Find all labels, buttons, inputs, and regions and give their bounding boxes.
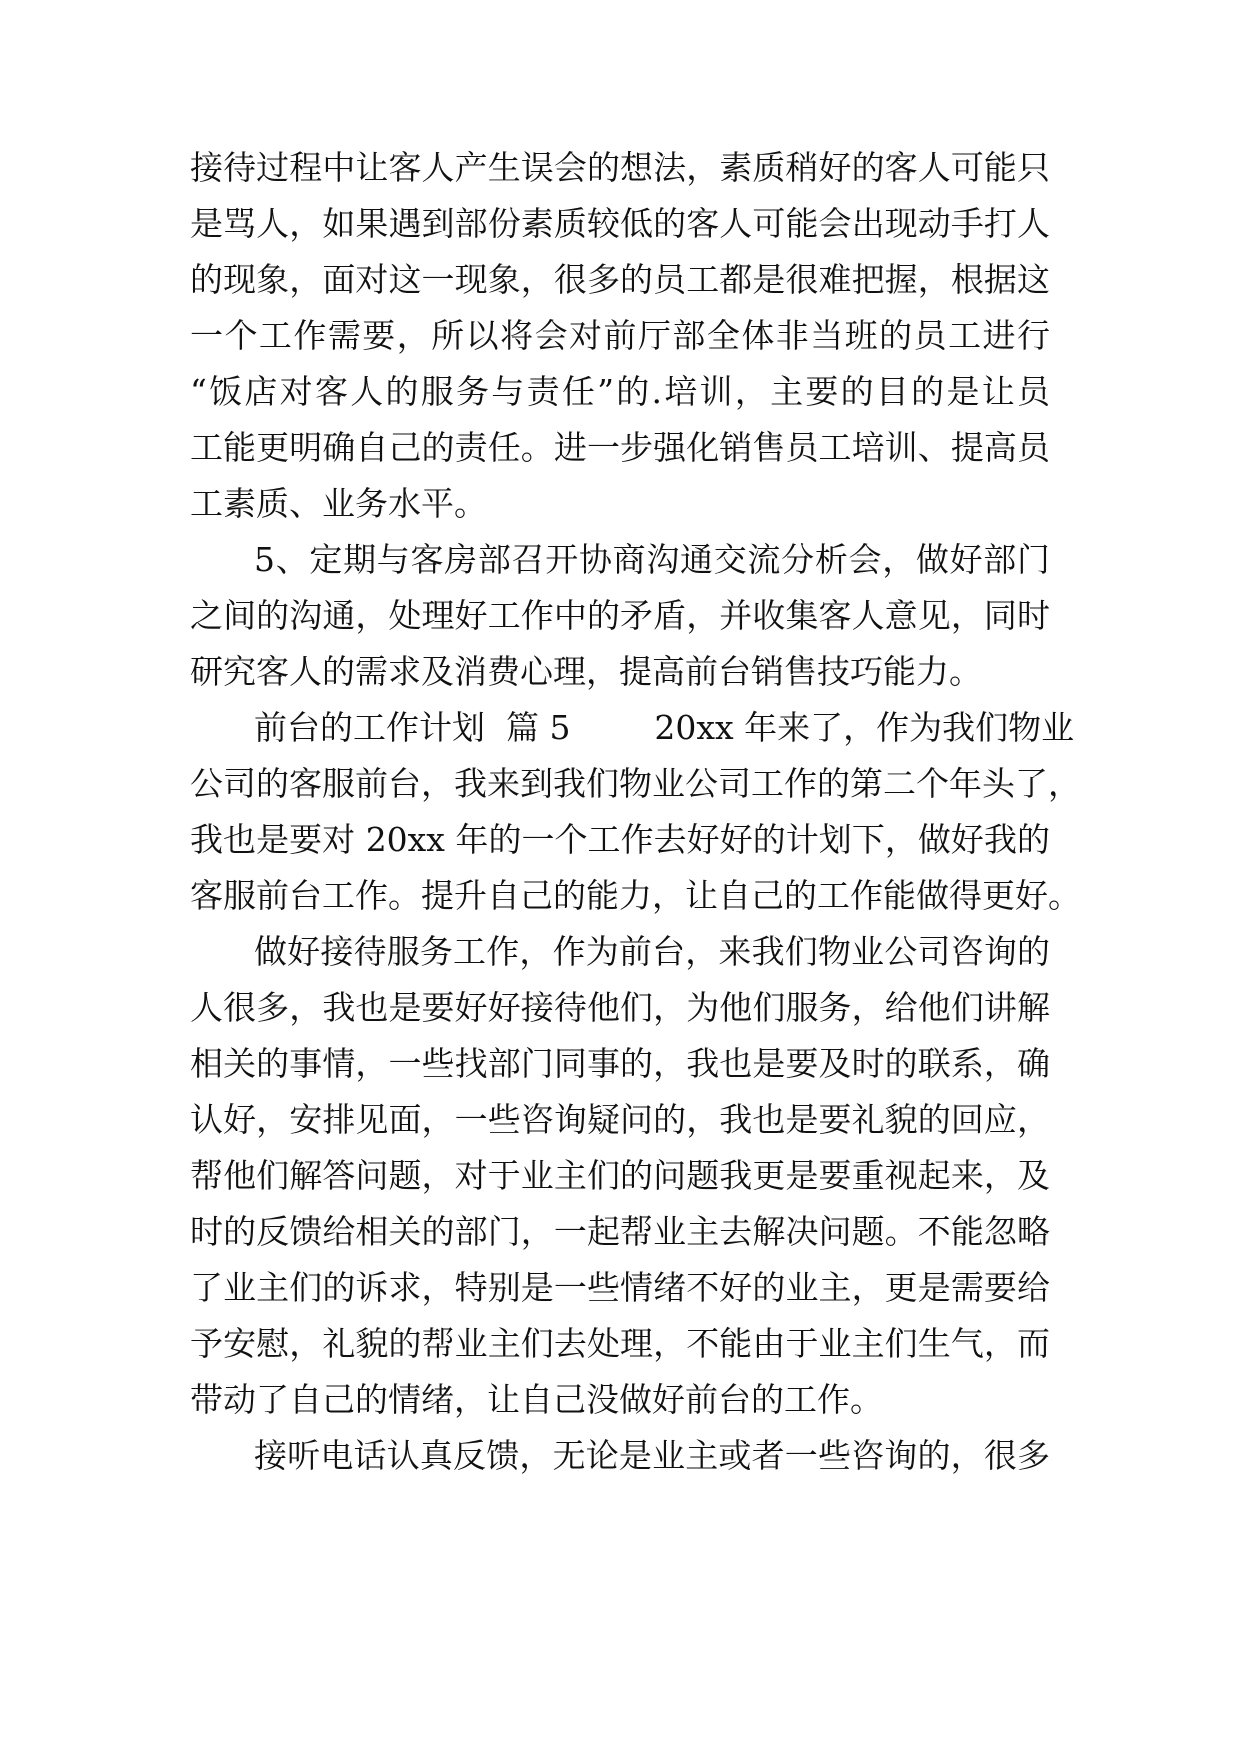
paragraph-line: 是骂人，如果遇到部份素质较低的客人可能会出现动手打人 [190,204,1050,243]
paragraph-line: 一个工作需要，所以将会对前厅部全体非当班的员工进行 [190,316,1050,355]
paragraph-line: 人很多，我也是要好好接待他们，为他们服务，给他们讲解 [190,988,1050,1027]
paragraph-line: 我也是要对 20xx 年的一个工作去好好的计划下，做好我的 [190,820,1050,859]
paragraph-line: 了业主们的诉求，特别是一些情绪不好的业主，更是需要给 [190,1268,1050,1307]
paragraph-line: 工能更明确自己的责任。进一步强化销售员工培训、提高员 [190,428,1050,467]
section-heading-line: 前台的工作计划 篇 5 20xx 年来了，作为我们物业 [254,708,1075,747]
paragraph-line: 5、定期与客房部召开协商沟通交流分析会，做好部门 [254,540,1050,579]
paragraph-line: 公司的客服前台，我来到我们物业公司工作的第二个年头了， [190,764,1081,803]
paragraph-line: “饭店对客人的服务与责任”的.培训，主要的目的是让员 [190,372,1050,411]
paragraph-line: 工素质、业务水平。 [190,484,487,523]
paragraph-line: 接待过程中让客人产生误会的想法，素质稍好的客人可能只 [190,148,1050,187]
paragraph-line: 认好，安排见面，一些咨询疑问的，我也是要礼貌的回应， [190,1100,1050,1139]
paragraph-line: 的现象，面对这一现象，很多的员工都是很难把握，根据这 [190,260,1050,299]
paragraph-line: 之间的沟通，处理好工作中的矛盾，并收集客人意见，同时 [190,596,1050,635]
paragraph-line: 客服前台工作。提升自己的能力，让自己的工作能做得更好。 [190,876,1081,915]
paragraph-line: 相关的事情，一些找部门同事的，我也是要及时的联系，确 [190,1044,1050,1083]
paragraph-line: 做好接待服务工作，作为前台，来我们物业公司咨询的 [254,932,1050,971]
paragraph-line: 予安慰，礼貌的帮业主们去处理，不能由于业主们生气，而 [190,1324,1050,1363]
paragraph-line: 带动了自己的情绪，让自己没做好前台的工作。 [190,1380,883,1419]
paragraph-line: 时的反馈给相关的部门，一起帮业主去解决问题。不能忽略 [190,1212,1050,1251]
paragraph-line: 研究客人的需求及消费心理，提高前台销售技巧能力。 [190,652,982,691]
paragraph-line: 帮他们解答问题，对于业主们的问题我更是要重视起来，及 [190,1156,1050,1195]
paragraph-line: 接听电话认真反馈，无论是业主或者一些咨询的，很多 [254,1436,1050,1475]
